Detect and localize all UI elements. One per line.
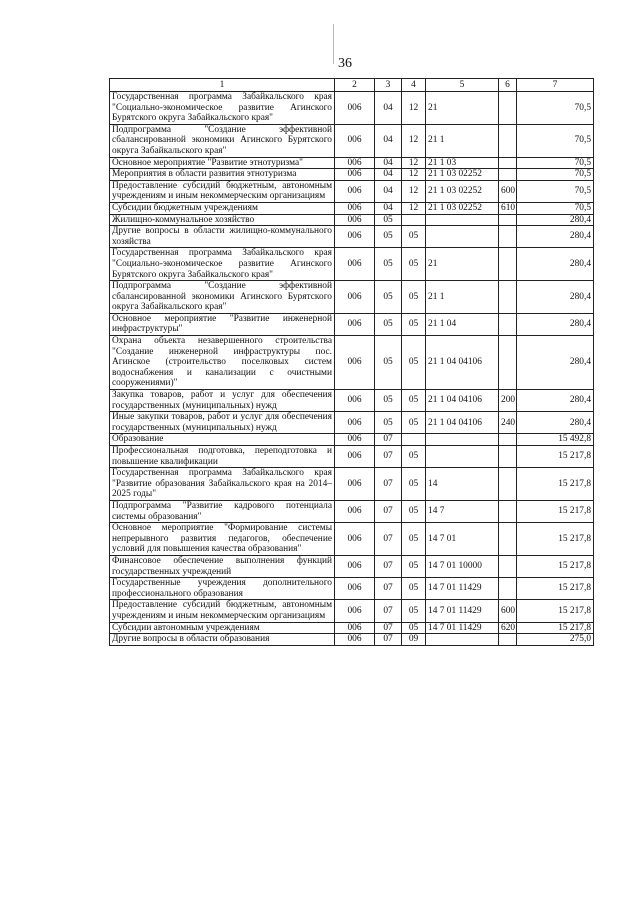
cell-rz: 07 xyxy=(375,555,402,577)
cell-csr xyxy=(426,226,499,248)
table-row xyxy=(110,169,594,181)
cell-pr: 05 xyxy=(402,500,426,522)
cell-vr xyxy=(499,446,517,468)
cell-pr: 12 xyxy=(402,124,426,157)
cell-pr: 05 xyxy=(402,468,426,501)
col-header-pr: 4 xyxy=(402,79,426,92)
cell-vr xyxy=(499,434,517,446)
cell-sum: 70,5 xyxy=(517,157,594,169)
cell-sum: 15 217,8 xyxy=(517,523,594,556)
table-row xyxy=(110,281,594,314)
cell-pr xyxy=(402,434,426,446)
table-row xyxy=(110,600,594,622)
cell-rz: 04 xyxy=(375,157,402,169)
cell-vr: 600 xyxy=(499,180,517,202)
budget-table xyxy=(109,78,594,646)
cell-sum: 15 492,8 xyxy=(517,434,594,446)
table-row xyxy=(110,313,594,335)
cell-name: Подпрограмма "Создание эффективной сбалансированной экономики Агинского Бурятского округа Забайкальского края" xyxy=(110,124,335,157)
cell-ved: 006 xyxy=(335,446,375,468)
cell-rz: 04 xyxy=(375,92,402,125)
cell-vr xyxy=(499,336,517,390)
cell-ved: 006 xyxy=(335,214,375,226)
cell-vr xyxy=(499,157,517,169)
cell-vr: 620 xyxy=(499,622,517,634)
cell-rz: 05 xyxy=(375,336,402,390)
cell-vr xyxy=(499,214,517,226)
cell-pr: 12 xyxy=(402,157,426,169)
cell-vr xyxy=(499,169,517,181)
cell-ved: 006 xyxy=(335,124,375,157)
cell-name: Государственная программа Забайкальского края "Социально-экономическое развитие Агинского Бурятского округа Забайкальского края" xyxy=(110,92,335,125)
cell-rz: 07 xyxy=(375,600,402,622)
cell-ved: 006 xyxy=(335,180,375,202)
cell-name: Образование xyxy=(110,434,335,446)
cell-pr: 12 xyxy=(402,169,426,181)
cell-name: Государственная программа Забайкальского края "Развитие образования Забайкальского края на 2014–2025 годы" xyxy=(110,468,335,501)
cell-pr xyxy=(402,214,426,226)
cell-pr: 05 xyxy=(402,390,426,412)
table-row xyxy=(110,336,594,390)
table-row xyxy=(110,157,594,169)
cell-ved: 006 xyxy=(335,412,375,434)
cell-name: Подпрограмма "Создание эффективной сбалансированной экономики Агинского Бурятского округа Забайкальского края" xyxy=(110,281,335,314)
cell-name: Основное мероприятие "Развитие инженерной инфраструктуры" xyxy=(110,313,335,335)
cell-pr: 05 xyxy=(402,622,426,634)
cell-name: Профессиональная подготовка, переподготовка и повышение квалификации xyxy=(110,446,335,468)
cell-rz: 04 xyxy=(375,180,402,202)
cell-rz: 04 xyxy=(375,169,402,181)
cell-pr: 05 xyxy=(402,523,426,556)
cell-ved: 006 xyxy=(335,390,375,412)
cell-csr: 14 7 xyxy=(426,500,499,522)
cell-csr: 21 1 xyxy=(426,281,499,314)
table-header-row xyxy=(110,79,594,92)
cell-csr: 21 1 03 xyxy=(426,157,499,169)
cell-rz: 07 xyxy=(375,634,402,646)
page-number: 36 xyxy=(338,56,352,71)
cell-sum: 280,4 xyxy=(517,412,594,434)
cell-ved: 006 xyxy=(335,634,375,646)
col-header-rz: 3 xyxy=(375,79,402,92)
cell-csr: 21 1 04 04106 xyxy=(426,412,499,434)
cell-rz: 05 xyxy=(375,214,402,226)
cell-csr: 21 1 03 02252 xyxy=(426,180,499,202)
table-body xyxy=(110,92,594,646)
table-row xyxy=(110,468,594,501)
cell-ved: 006 xyxy=(335,523,375,556)
cell-sum: 280,4 xyxy=(517,214,594,226)
table-row xyxy=(110,555,594,577)
cell-name: Основное мероприятие "Формирование системы непрерывного развития педагогов, обеспечение условий для повышения качества образования" xyxy=(110,523,335,556)
table-row xyxy=(110,202,594,214)
cell-csr: 14 7 01 xyxy=(426,523,499,556)
cell-pr: 05 xyxy=(402,313,426,335)
cell-pr: 05 xyxy=(402,226,426,248)
cell-ved: 006 xyxy=(335,434,375,446)
table-row xyxy=(110,500,594,522)
cell-vr xyxy=(499,468,517,501)
cell-rz: 04 xyxy=(375,124,402,157)
cell-sum: 70,5 xyxy=(517,124,594,157)
cell-pr: 05 xyxy=(402,336,426,390)
cell-csr: 14 7 01 10000 xyxy=(426,555,499,577)
col-header-ved: 2 xyxy=(335,79,375,92)
table-row xyxy=(110,214,594,226)
cell-rz: 04 xyxy=(375,202,402,214)
cell-vr xyxy=(499,313,517,335)
cell-ved: 006 xyxy=(335,248,375,281)
cell-csr xyxy=(426,214,499,226)
cell-sum: 280,4 xyxy=(517,336,594,390)
cell-vr xyxy=(499,124,517,157)
cell-name: Предоставление субсидий бюджетным, автономным учреждениям и иным некоммерческим организациям xyxy=(110,180,335,202)
cell-rz: 07 xyxy=(375,622,402,634)
cell-pr: 05 xyxy=(402,578,426,600)
cell-pr: 12 xyxy=(402,92,426,125)
cell-csr: 21 1 xyxy=(426,124,499,157)
cell-name: Подпрограмма "Развитие кадрового потенциала системы образования" xyxy=(110,500,335,522)
col-header-csr: 5 xyxy=(426,79,499,92)
cell-rz: 07 xyxy=(375,434,402,446)
cell-vr xyxy=(499,248,517,281)
cell-ved: 006 xyxy=(335,226,375,248)
cell-vr xyxy=(499,500,517,522)
table-row xyxy=(110,390,594,412)
cell-csr xyxy=(426,434,499,446)
cell-vr xyxy=(499,634,517,646)
cell-vr: 240 xyxy=(499,412,517,434)
cell-pr: 12 xyxy=(402,180,426,202)
cell-vr: 610 xyxy=(499,202,517,214)
cell-vr xyxy=(499,281,517,314)
table-row xyxy=(110,523,594,556)
table-row xyxy=(110,434,594,446)
cell-vr xyxy=(499,578,517,600)
cell-rz: 05 xyxy=(375,313,402,335)
cell-rz: 05 xyxy=(375,412,402,434)
cell-ved: 006 xyxy=(335,622,375,634)
cell-pr: 05 xyxy=(402,555,426,577)
cell-name: Другие вопросы в области образования xyxy=(110,634,335,646)
cell-sum: 15 217,8 xyxy=(517,622,594,634)
cell-rz: 07 xyxy=(375,523,402,556)
table-row xyxy=(110,248,594,281)
cell-ved: 006 xyxy=(335,92,375,125)
cell-csr: 21 xyxy=(426,248,499,281)
cell-vr: 600 xyxy=(499,600,517,622)
table-row xyxy=(110,226,594,248)
cell-rz: 07 xyxy=(375,446,402,468)
cell-name: Жилищно-коммунальное хозяйство xyxy=(110,214,335,226)
cell-csr: 21 1 03 02252 xyxy=(426,169,499,181)
cell-sum: 275,0 xyxy=(517,634,594,646)
cell-ved: 006 xyxy=(335,555,375,577)
cell-sum: 70,5 xyxy=(517,202,594,214)
cell-sum: 70,5 xyxy=(517,92,594,125)
cell-pr: 12 xyxy=(402,202,426,214)
cell-csr: 14 7 01 11429 xyxy=(426,600,499,622)
cell-csr: 21 1 04 04106 xyxy=(426,336,499,390)
cell-name: Субсидии бюджетным учреждениям xyxy=(110,202,335,214)
cell-ved: 006 xyxy=(335,600,375,622)
cell-rz: 07 xyxy=(375,578,402,600)
cell-ved: 006 xyxy=(335,578,375,600)
cell-pr: 05 xyxy=(402,446,426,468)
cell-sum: 70,5 xyxy=(517,169,594,181)
cell-csr: 14 xyxy=(426,468,499,501)
cell-name: Закупка товаров, работ и услуг для обеспечения государственных (муниципальных) нужд xyxy=(110,390,335,412)
cell-rz: 07 xyxy=(375,468,402,501)
cell-sum: 15 217,8 xyxy=(517,500,594,522)
cell-vr: 200 xyxy=(499,390,517,412)
cell-csr: 14 7 01 11429 xyxy=(426,622,499,634)
cell-csr xyxy=(426,446,499,468)
col-header-vr: 6 xyxy=(499,79,517,92)
table-row xyxy=(110,634,594,646)
cell-vr xyxy=(499,555,517,577)
cell-name: Государственная программа Забайкальского края "Социально-экономическое развитие Агинского Бурятского округа Забайкальского края" xyxy=(110,248,335,281)
cell-name: Иные закупки товаров, работ и услуг для обеспечения государственных (муниципальных) нужд xyxy=(110,412,335,434)
cell-sum: 15 217,8 xyxy=(517,555,594,577)
cell-name: Основное мероприятие "Развитие этнотуризма" xyxy=(110,157,335,169)
cell-sum: 280,4 xyxy=(517,248,594,281)
table-row xyxy=(110,622,594,634)
cell-sum: 15 217,8 xyxy=(517,468,594,501)
cell-ved: 006 xyxy=(335,336,375,390)
cell-sum: 15 217,8 xyxy=(517,578,594,600)
table-row xyxy=(110,446,594,468)
cell-csr: 21 1 03 02252 xyxy=(426,202,499,214)
cell-vr xyxy=(499,523,517,556)
cell-name: Другие вопросы в области жилищно-коммунального хозяйства xyxy=(110,226,335,248)
cell-ved: 006 xyxy=(335,202,375,214)
cell-sum: 15 217,8 xyxy=(517,446,594,468)
cell-csr: 21 1 04 04106 xyxy=(426,390,499,412)
cell-ved: 006 xyxy=(335,281,375,314)
cell-rz: 05 xyxy=(375,281,402,314)
cell-csr: 21 xyxy=(426,92,499,125)
cell-sum: 280,4 xyxy=(517,390,594,412)
table-row xyxy=(110,124,594,157)
cell-pr: 05 xyxy=(402,248,426,281)
cell-sum: 280,4 xyxy=(517,226,594,248)
cell-ved: 006 xyxy=(335,169,375,181)
cell-name: Мероприятия в области развития этнотуризма xyxy=(110,169,335,181)
cell-vr xyxy=(499,226,517,248)
cell-sum: 15 217,8 xyxy=(517,600,594,622)
cell-rz: 05 xyxy=(375,248,402,281)
col-header-name: 1 xyxy=(110,79,335,92)
cell-pr: 05 xyxy=(402,281,426,314)
cell-name: Предоставление субсидий бюджетным, автономным учреждениям и иным некоммерческим организациям xyxy=(110,600,335,622)
cell-rz: 05 xyxy=(375,390,402,412)
cell-pr: 05 xyxy=(402,412,426,434)
cell-rz: 07 xyxy=(375,500,402,522)
cell-name: Субсидии автономным учреждениям xyxy=(110,622,335,634)
cell-pr: 05 xyxy=(402,600,426,622)
table-row xyxy=(110,578,594,600)
cell-name: Охрана объекта незавершенного строительства "Создание инженерной инфраструктуры пос. Агинское (строительство поселковых систем водоснабжения и канализации с очистными сооружениями)" xyxy=(110,336,335,390)
cell-pr: 09 xyxy=(402,634,426,646)
cell-ved: 006 xyxy=(335,468,375,501)
cell-csr xyxy=(426,634,499,646)
cell-sum: 280,4 xyxy=(517,313,594,335)
table-row xyxy=(110,180,594,202)
cell-ved: 006 xyxy=(335,313,375,335)
cell-rz: 05 xyxy=(375,226,402,248)
col-header-sum: 7 xyxy=(517,79,594,92)
table-row xyxy=(110,92,594,125)
cell-vr xyxy=(499,92,517,125)
cell-name: Финансовое обеспечение выполнения функций государственных учреждений xyxy=(110,555,335,577)
cell-ved: 006 xyxy=(335,500,375,522)
cell-ved: 006 xyxy=(335,157,375,169)
cell-csr: 21 1 04 xyxy=(426,313,499,335)
cell-name: Государственные учреждения дополнительного профессионального образования xyxy=(110,578,335,600)
cell-csr: 14 7 01 11429 xyxy=(426,578,499,600)
table-row xyxy=(110,412,594,434)
cell-sum: 280,4 xyxy=(517,281,594,314)
cell-sum: 70,5 xyxy=(517,180,594,202)
